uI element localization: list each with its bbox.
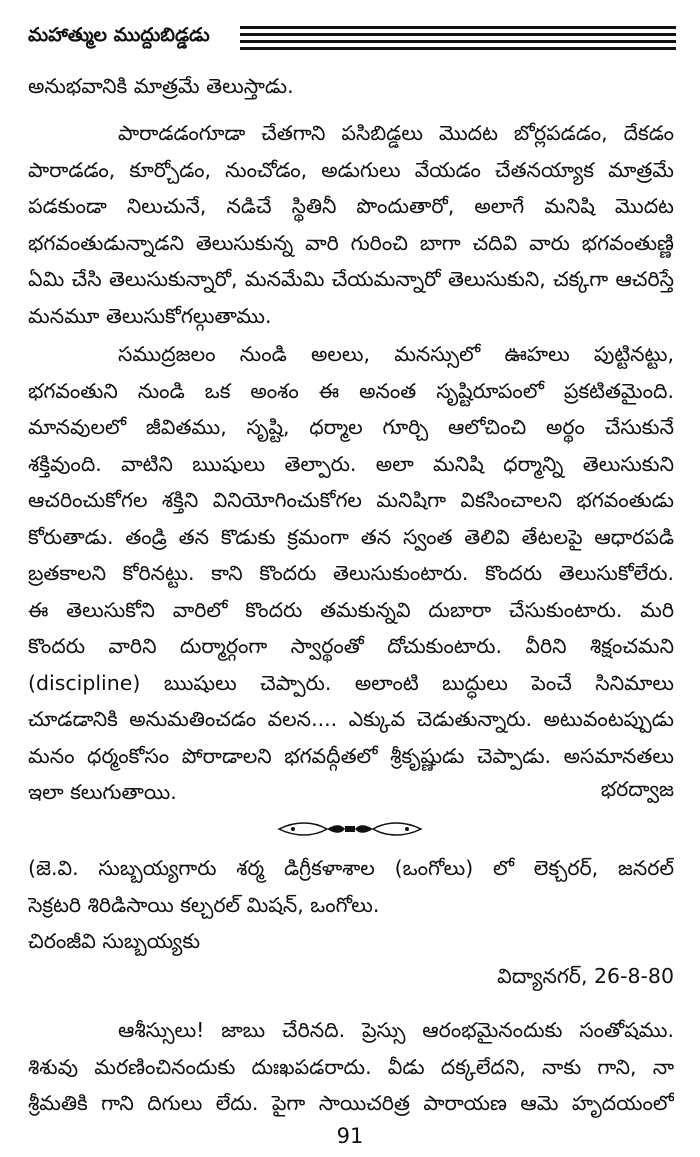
- text-line: మనమూ తెలుసుకోగల్గుతాము.: [28, 303, 272, 328]
- signature: భరద్వాజ: [600, 777, 674, 801]
- paragraph-3: [28, 336, 674, 811]
- running-title: మహాత్ముల ముద్దుబిడ్డడు: [28, 24, 210, 46]
- text-line: ఈ తెలుసుకోని వారిలో కొందరు తమకున్నవి దుబారా చేసుకుంటారు. మరి: [28, 597, 674, 622]
- text-line: సముద్రజలం నుండి అలలు, మనస్సులో ఊహలు పుట్టినట్టు,: [118, 342, 674, 366]
- text-line: సెక్రటరి శిరిడిసాయి కల్చరల్ మిషన్, ఒంగోలు.: [28, 892, 380, 917]
- text-line: పడకుండా నిలుచునే, నడిచే స్థితినీ పొందుతారో, అలాగే మనిషి మొదట: [28, 194, 674, 218]
- running-header: [28, 16, 676, 66]
- text-line: చిరంజీవి సుబ్బయ్యకు: [28, 929, 201, 953]
- text-line: కోరుతాడు. తండ్రి తన కొడుకు క్రమంగా తన స్వంత తెలివి తేటలపై ఆధారపడి: [28, 524, 674, 549]
- text-line: భగవంతుడున్నాడని తెలుసుకున్న వారి గురించి బాగా చదివి వారు భగవంతుణ్ణి: [28, 230, 674, 255]
- text-line: భగవంతుని నుండి ఒక అంశం ఈ అనంత సృష్టిరూపంలో ప్రకటితమైంది.: [28, 378, 674, 403]
- paragraph-2: [28, 115, 674, 334]
- text-line: కొందరు వారిని దుర్మార్గంగా స్వార్థంతో దోచుకుంటారు. వీరిని శిక్షంచమని: [28, 634, 674, 658]
- text-line: అనుభవానికి మాత్రమే తెలుస్తాడు.: [28, 74, 294, 98]
- text-line: శ్రీమతికి గాని దిగులు లేదు. పైగా సాయిచరిత్ర పారాయణ ఆమె హృదయంలో: [28, 1091, 674, 1115]
- text-line: (discipline) ఋషులు చెప్పారు. అలాంటి బుద్ధులు పెంచే సినిమాలు: [28, 670, 674, 695]
- header-rules: [240, 26, 676, 54]
- text-line: ఏమి చేసి తెలుసుకున్నారో, మనమేమి చేయమన్నారో తెలుసుకుని, చక్కగా ఆచరిస్తే: [28, 267, 674, 291]
- page-number: 91: [336, 1124, 364, 1148]
- letter-place-date: విద్యానగర్, 26-8-80: [497, 964, 674, 988]
- text-line: పారాడడం, కూర్చోడం, నుంచోడం, అడుగులు వేయడం చేతనయ్యాక మాత్రమే: [28, 157, 674, 182]
- text-line: శక్తివుంది. వాటిని ఋషులు తెల్పారు. అలా మనిషి ధర్మాన్ని తెలుసుకుని: [28, 451, 674, 476]
- letter-note: [28, 850, 674, 960]
- letter-body: [28, 1012, 674, 1122]
- text-line: మనం ధర్మంకోసం పోరాడాలని భగవద్గీతలో శ్రీకృష్ణుడు చెప్పాడు. అసమానతలు: [28, 743, 674, 768]
- text-line: శిశువు మరణించినందుకు దుఃఖపడరాదు. వీడు దక్కలేదని, నాకు గాని, నా: [28, 1054, 674, 1079]
- text-line: చూడడానికి అనుమతించడం వలన.... ఎక్కువ చెడుతున్నారు. అటువంటప్పుడు: [28, 707, 674, 731]
- text-line: ఇలా కలుగుతాయి.: [28, 780, 177, 804]
- text-line: బ్రతకాలని కోరినట్టు. కాని కొందరు తెలుసుకుంటారు. కొందరు తెలుసుకోలేరు.: [28, 561, 674, 585]
- text-line: పారాడడంగూడా చేతగాని పసిబిడ్డలు మొదట బోర్లపడడం, దేకడం: [118, 121, 674, 145]
- text-line: (జె.వి. సుబ్బయ్యగారు శర్మ డిగ్రీకళాశాల (ఒంగోలు) లో లెక్చరర్, జనరల్: [28, 856, 674, 880]
- text-line: ఆచరించుకోగల శక్తిని వినియోగించుకోగల మనిషిగా వికసించాలని భగవంతుడు: [28, 488, 674, 512]
- text-line: ఆశీస్సులు! జాబు చేరినది. ప్రెస్సు ఆరంభమైనందుకు సంతోషము.: [118, 1018, 674, 1042]
- text-line: మానవులలో జీవితము, సృష్టి, ధర్మాల గూర్చి ఆలోచించి అర్థం చేసుకునే: [28, 415, 674, 439]
- paragraph-1: [28, 68, 674, 105]
- ornament-divider: [275, 818, 425, 840]
